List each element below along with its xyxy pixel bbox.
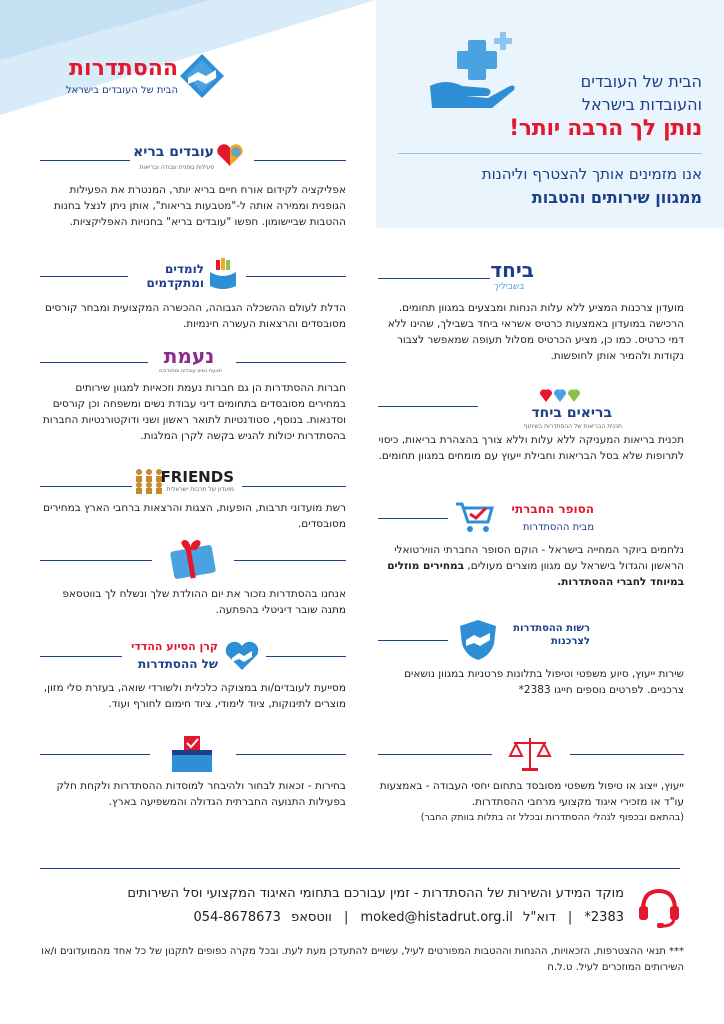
section-birthday xyxy=(40,538,346,618)
contact-divider xyxy=(40,868,680,869)
section-rule xyxy=(254,160,346,161)
section-rule xyxy=(40,486,132,487)
section-rule xyxy=(40,160,130,161)
briim-beyahad-logo: בריאים ביחד תכנית הבריאות של ההסתדרות בשיתוף xyxy=(490,386,630,430)
section-rule xyxy=(378,754,492,755)
section-rule xyxy=(266,656,346,657)
section-rule xyxy=(378,406,478,407)
hero-headline: נותן לך הרבה יותר! xyxy=(509,116,702,141)
section-ovdim-bari xyxy=(40,138,346,230)
logo-name: ההסתדרות xyxy=(69,56,178,81)
shield-handshake-icon xyxy=(458,618,498,662)
section-rule xyxy=(40,656,122,657)
whatsapp-label: ווטסאפ xyxy=(291,910,332,925)
section-briim-beyahad xyxy=(378,384,684,464)
beyahad-logo: ביחד בשביליך xyxy=(490,258,534,292)
footnote: *** תנאי ההצטרפות, הזכאויות, ההנחות וההטבות המפורטים לעיל, עשויים להתעדכן מעת לעת. ובכל מקרה כפופים לתקנון של כל אחד מהמועדונים ו/או השירותים המוזכרים לעיל. ט.ל.ח xyxy=(41,946,684,973)
gift-card-icon xyxy=(168,540,218,582)
briim-beyahad-text: תכנית בריאות המעניקה ללא עלות וללא צורך בהצהרת בריאות, כיסוי לתרופות שלא בסל הבריאות וחבילת ייעוץ עם מומחים במגוון תחומים. xyxy=(378,434,684,462)
caring-hand-medical-cross-icon xyxy=(428,30,518,110)
heart-handshake-icon xyxy=(224,640,260,672)
separator: | xyxy=(343,910,349,925)
phone-number[interactable]: *2383 xyxy=(584,910,624,925)
hero-line-1: הבית של העובדים xyxy=(580,72,702,91)
friends-text: רשת מועדוני תרבות, הופעות, הצגות והרצאות ברחבי הארץ במחירים מסובסדים. xyxy=(43,502,346,530)
social-super-text: נלחמים ביוקר המחייה בישראל - הוקם הסופר החברתי הווירטואלי הראשון והגדול בישראל עם מגוון מוצרים מעולים, במחירים מוזלים במיוחד לחברי ההסתדרות. xyxy=(387,544,684,588)
beyahad-text: מועדון צרכנות המציע ללא עלות הנחות ומבצעים במגוון תחומים. הרכישה במועדון באמצעות כרטיס אשראי ביחד בשבילך, שהינו ללא דמי כרטיס. כמו כן, מציע הכרטיס מסלול תעופה שמאפשר לצבור נקודות ולהמיר אותן לחופשות. xyxy=(387,302,684,362)
headset-icon xyxy=(636,884,682,930)
ovdim-bari-text: אפליקציה לקידום אורח חיים בריא יותר, המנטרת את הפעילות הגופנית וממירה אותה ל-"מטבעות בריאות", אותן ניתן לנצל בחנות ההטבות שביישומון. חפשו "עובדים בריא" בחנויות האפליקציות. xyxy=(53,184,346,228)
contact-info-line: מוקד המידע והשירות של ההסתדרות - זמין עבורכם בתחומי האיגוד המקצועי וסל השירותים xyxy=(127,886,624,901)
section-rule xyxy=(378,640,448,641)
friends-logo: FRIENDS מועדון של תרבות ישראלית xyxy=(134,466,234,498)
lomdim-text: הדלת לעולם ההשכלה הגבוהה, ההכשרה המקצועית ומבחר קורסים מסובסדים והרצאות העשרה חינמיות. xyxy=(45,302,346,330)
hero-divider xyxy=(398,153,702,154)
section-rule xyxy=(40,560,152,561)
section-rule xyxy=(236,362,346,363)
elections-text: בחירות - זכאות לבחור ולהיבחר למוסדות ההסתדרות ולקחת חלק בפעילות התנועה החברתית הגדולה והמשפיעה בארץ. xyxy=(56,780,346,808)
ovdim-bari-logo: עובדים בריא פעילות גופנית עבודה ובריאות xyxy=(134,142,246,178)
section-rule xyxy=(246,276,346,277)
hero-invite-bold: ממגוון שירותים והטבות xyxy=(531,188,702,207)
logo-tagline: הבית של העובדים בישראל xyxy=(65,85,178,96)
scales-of-justice-icon xyxy=(508,734,552,774)
mutual-aid-text: מסייעת לעובדים/ות במצוקה כלכלית ולשורדי שואה, בעזרת סלי מזון, מוצרים לתינוקות, ציוד לימודי, ציוד חימום לחורף ועוד. xyxy=(43,682,346,710)
contact-details xyxy=(194,910,624,925)
section-friends xyxy=(40,464,346,532)
section-mutual-aid xyxy=(40,634,346,712)
hero-line-2: והעובדות בישראל xyxy=(581,95,702,114)
section-rule xyxy=(236,754,346,755)
histadrut-logo xyxy=(40,52,230,102)
section-lomdim xyxy=(40,254,346,332)
consumer-authority-logo: רשות ההסתדרות לצרכנות xyxy=(458,618,590,664)
consumer-authority-text: שירות ייעוץ, סיוע משפטי וטיפול בתלונות פרטניות במגוון נושאים צרכניים. לפרטים נוספים חייגו 2383* xyxy=(404,668,684,696)
section-beyahad xyxy=(378,256,684,364)
section-legal-aid xyxy=(378,732,684,826)
legal-aid-note: (בהתאם ובכפוף לנהלי ההסתדרות ובכלל זה בתלות בוותק החבר) xyxy=(420,812,684,823)
mutual-aid-logo: קרן הסיוע ההדדי של ההסתדרות xyxy=(126,638,260,678)
shopping-cart-icon xyxy=(454,500,494,534)
separator: | xyxy=(567,910,573,925)
email-address[interactable]: moked@histadrut.org.il xyxy=(360,910,513,925)
ballot-box-icon xyxy=(170,734,214,774)
lomdim-logo: לומדים ומתקדמים xyxy=(130,258,238,298)
social-super-logo: הסופר החברתי מבית ההסתדרות xyxy=(454,498,594,540)
section-social-super xyxy=(378,496,684,590)
handshake-emblem-icon xyxy=(178,52,226,100)
section-rule xyxy=(242,486,346,487)
birthday-text: אנחנו בהסתדרות נזכור את יום ההולדת שלך ונשלח לך בווטסאפ מתנה שובר דיגיטלי בהפתעה. xyxy=(62,588,346,616)
whatsapp-number[interactable]: 054-8678673 xyxy=(193,910,281,925)
section-elections xyxy=(40,732,346,810)
section-naamat xyxy=(40,340,346,444)
section-consumer-authority xyxy=(378,618,684,698)
section-rule xyxy=(378,518,448,519)
hearts-app-icon xyxy=(216,142,246,168)
section-rule xyxy=(40,754,150,755)
hearts-icon xyxy=(538,386,582,404)
legal-aid-text: ייעוץ, ייצוג או טיפול משפטי מסובסד בתחום יחסי העבודה - באמצעות עו"ד או מזכירי איגוד מקצועי מרחבי ההסתדרות. xyxy=(379,780,684,808)
email-label: דוא"ל xyxy=(523,910,556,925)
section-rule xyxy=(570,754,684,755)
section-rule xyxy=(40,276,128,277)
hero-invite: אנו מזמינים אותך להצטרף וליהנות xyxy=(481,165,702,183)
audience-icon xyxy=(134,468,164,494)
section-rule xyxy=(234,560,346,561)
hero-panel xyxy=(376,0,724,228)
open-book-icon xyxy=(208,258,238,290)
naamat-text: חברות ההסתדרות הן גם חברות נעמת וזכאיות למגוון שירותים במחירים מסובסדים בתחומים דיני עבודת נשים ומשפחה וכן קורסים וסדנאות. בנוסף, סטודנטיות לתואר ראשון ושני ודוקטורנטיות החברות בהסתדרות יכולות להגיש בקשה לקרן המלגות. xyxy=(42,382,346,442)
naamat-logo: נעמת תנועת נשים עובדות ומתנדבות xyxy=(159,344,222,374)
section-rule xyxy=(40,362,148,363)
